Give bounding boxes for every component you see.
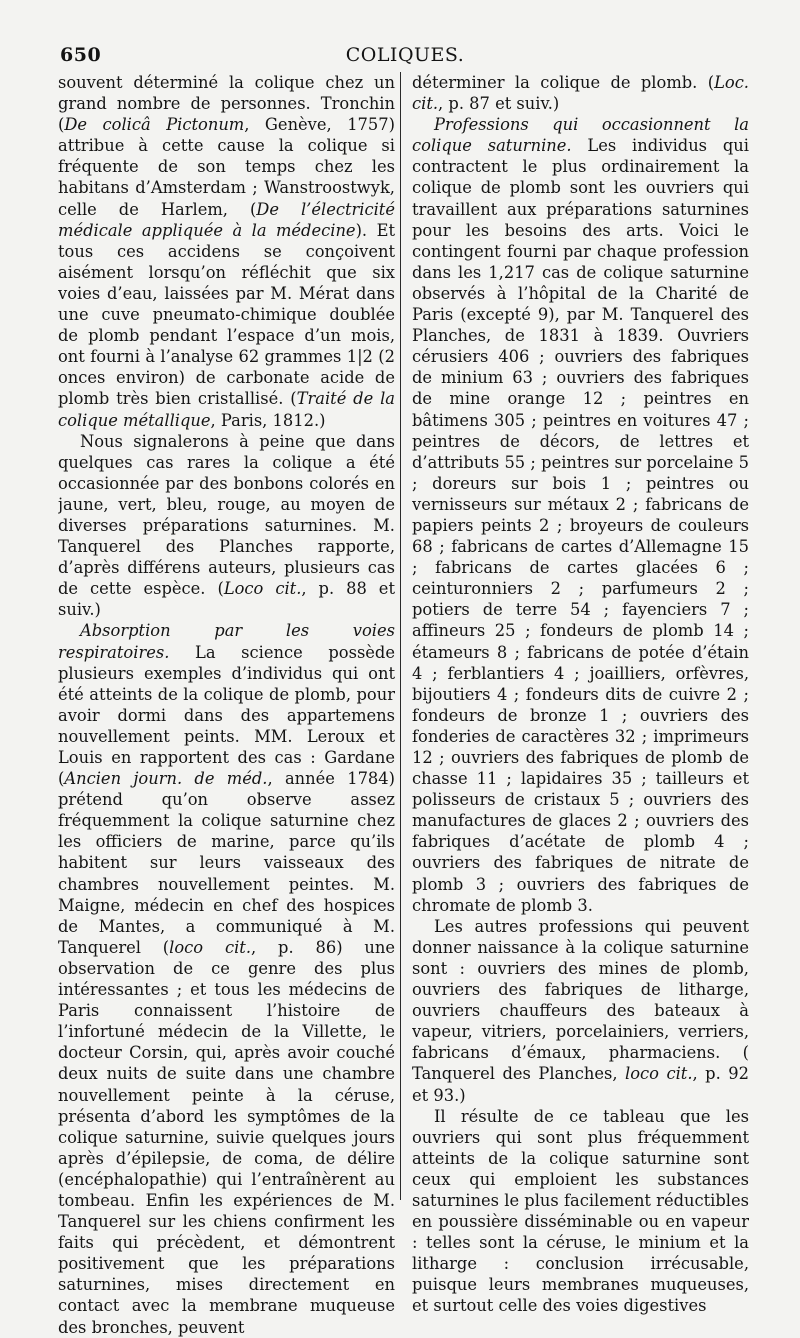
text-run: Nous signalerons à peine que dans quelques cas rares la colique a été occasionnée par des bonbons colorés en jaune, vert, bleu, rouge, au moyen de diverses préparations saturnines. M. Tanquerel des Planches rapporte, d’après différens auteurs, plusieurs cas de cette espèce. ( [58, 431, 395, 599]
paragraph [58, 620, 395, 1337]
italic-text: De l’électricité médicale appliquée à la médecine [58, 199, 395, 240]
paragraph [58, 72, 395, 431]
right-text-column [412, 72, 749, 1317]
italic-text: Traité de la colique métallique [58, 389, 395, 430]
italic-text: Loco cit. [223, 579, 302, 599]
italic-text: loco cit. [625, 1064, 693, 1084]
text-run: , Paris, 1812.) [210, 410, 326, 430]
italic-text: Ancien journ. de méd. [64, 769, 268, 789]
text-run: , p. 87 et suiv.) [438, 94, 560, 114]
text-run: souvent déterminé la colique chez un grand nombre de personnes. Tronchin ( [58, 73, 395, 135]
text-run: Les individus qui contractent le plus ordinairement la colique de plomb sont les ouvriers qui travaillent aux préparations saturnines pour les besoins des arts. Voici le contingent fourni par chaque profession dans les 1,217 cas de colique saturnine observés à l’hôpital de la Charité de Paris (excepté 9), par M. Tanquerel des Planches, de 1831 à 1839. Ouvriers cérusiers 406 ; ouvriers des fabriques de minium 63 ; ouvriers des fabriques de mine orange 12 ; peintres en bâtimens 305 ; peintres en voitures 47 ; peintres de décors, de lettres et d’attributs 55 ; peintres sur porcelaine 5 ; doreurs sur bois 1 ; peintres ou vernisseurs sur métaux 2 ; fabricans de papiers peints 2 ; broyeurs de couleurs 68 ; fabricans de cartes d’Allemagne 15 ; fabricans de cartes glacées 6 ; ceinturonniers 2 ; parfumeurs 2 ; potiers de terre 54 ; fayenciers 7 ; affineurs 25 ; fondeurs de plomb 14 ; étameurs 8 ; fabricans de potée d’étain 4 ; ferblantiers 4 ; joailliers, orfèvres, bijoutiers 4 ; fondeurs dits de cuivre 2 ; fondeurs de bronze 1 ; ouvriers des fonderies de caractères 32 ; imprimeurs 12 ; ouvriers des fabriques de plomb de chasse 11 ; lapidaires 35 ; tailleurs et polisseurs de cristaux 5 ; ouvriers des manufactures de glaces 2 ; ouvriers des fabriques d’acétate de plomb 4 ; ouvriers des fabriques de nitrate de plomb 3 ; ouvriers des fabriques de chromate de plomb 3. [412, 136, 749, 915]
paragraph [412, 1106, 749, 1317]
page-header [60, 44, 750, 70]
text-run: Les autres professions qui peuvent donner naissance à la colique saturnine sont : ouvriers des mines de plomb, ouvriers des fabriques de litharge, ouvriers chauffeurs des bateaux à vapeur, vitriers, porcelainiers, verriers, fabricans d’émaux, pharmaciens. ( Tanquerel des Planches, [412, 916, 749, 1084]
text-run: , p. 92 et 93.) [412, 1064, 749, 1105]
left-text-column [58, 72, 395, 1338]
italic-text: Absorption par les voies respiratoires. [58, 621, 395, 662]
italic-text: loco cit. [169, 937, 251, 957]
text-run: déterminer la colique de plomb. ( [412, 73, 715, 92]
column-divider [400, 72, 401, 1200]
running-head: COLIQUES. [345, 44, 465, 66]
paragraph [412, 114, 749, 916]
text-run: , Genève, 1757) attribue à cette cause la colique si fréquente de son temps chez les habitans d’Amsterdam ; Wanstroostwyk, celle de Harlem, ( [58, 115, 395, 219]
text-run: La science possède plusieurs exemples d’individus qui ont été atteints de la colique de plomb, pour avoir dormi dans des appartemens nouvellement peints. MM. Leroux et Louis en rapportent des cas : Gardane ( [58, 642, 395, 789]
text-run: , p. 88 et suiv.) [58, 579, 395, 620]
text-run: , année 1784) prétend qu’on observe assez fréquemment la colique saturnine chez les officiers de marine, parce qu’ils habitent sur leurs vaisseaux des chambres nouvellement peintes. M. Maigne, médecin en chef des hospices de Mantes, a communiqué à M. Tanquerel ( [58, 769, 395, 957]
italic-text: Professions qui occasionnent la colique saturnine. [412, 115, 749, 156]
paragraph [412, 72, 749, 114]
italic-text: De colicâ Pictonum [64, 115, 245, 135]
text-run: Il résulte de ce tableau que les ouvriers qui sont plus fréquemment atteints de la colique saturnine sont ceux qui emploient les substances saturnines le plus facilement réductibles en poussière disséminable ou en vapeur : telles sont la céruse, le minium et la litharge : conclusion irrécusable, puisque leurs membranes muqueuses, et surtout celle des voies digestives [412, 1106, 749, 1316]
page-number: 650 [60, 44, 102, 66]
text-run: ). Et tous ces accidens se conçoivent aisément lorsqu’on réfléchit que six voies d’eau, laissées par M. Mérat dans une cuve pneumato-chimique doublée de plomb pendant l’espace d’un mois, ont fourni à l’analyse 62 grammes 1|2 (2 onces environ) de carbonate acide de plomb très bien cristallisé. ( [58, 220, 395, 409]
text-run: , p. 86) une observation de ce genre des plus intéressantes ; et tous les médecins de Paris connaissent l’histoire de l’infortuné médecin de la Villette, le docteur Corsin, qui, après avoir couché deux nuits de suite dans une chambre nouvellement peinte à la céruse, présenta d’abord les symptômes de la colique saturnine, suivie quelques jours après d’épilepsie, de coma, de délire (encéphalopathie) qui l’entraînèrent au tombeau. Enfin les expériences de M. Tanquerel sur les chiens confirment les faits qui précèdent, et démontrent positivement que les préparations saturnines, mises directement en contact avec la membrane muqueuse des bronches, peuvent [58, 937, 395, 1337]
italic-text: Loc. cit. [412, 73, 749, 114]
paragraph [58, 431, 395, 621]
paragraph [412, 916, 749, 1106]
